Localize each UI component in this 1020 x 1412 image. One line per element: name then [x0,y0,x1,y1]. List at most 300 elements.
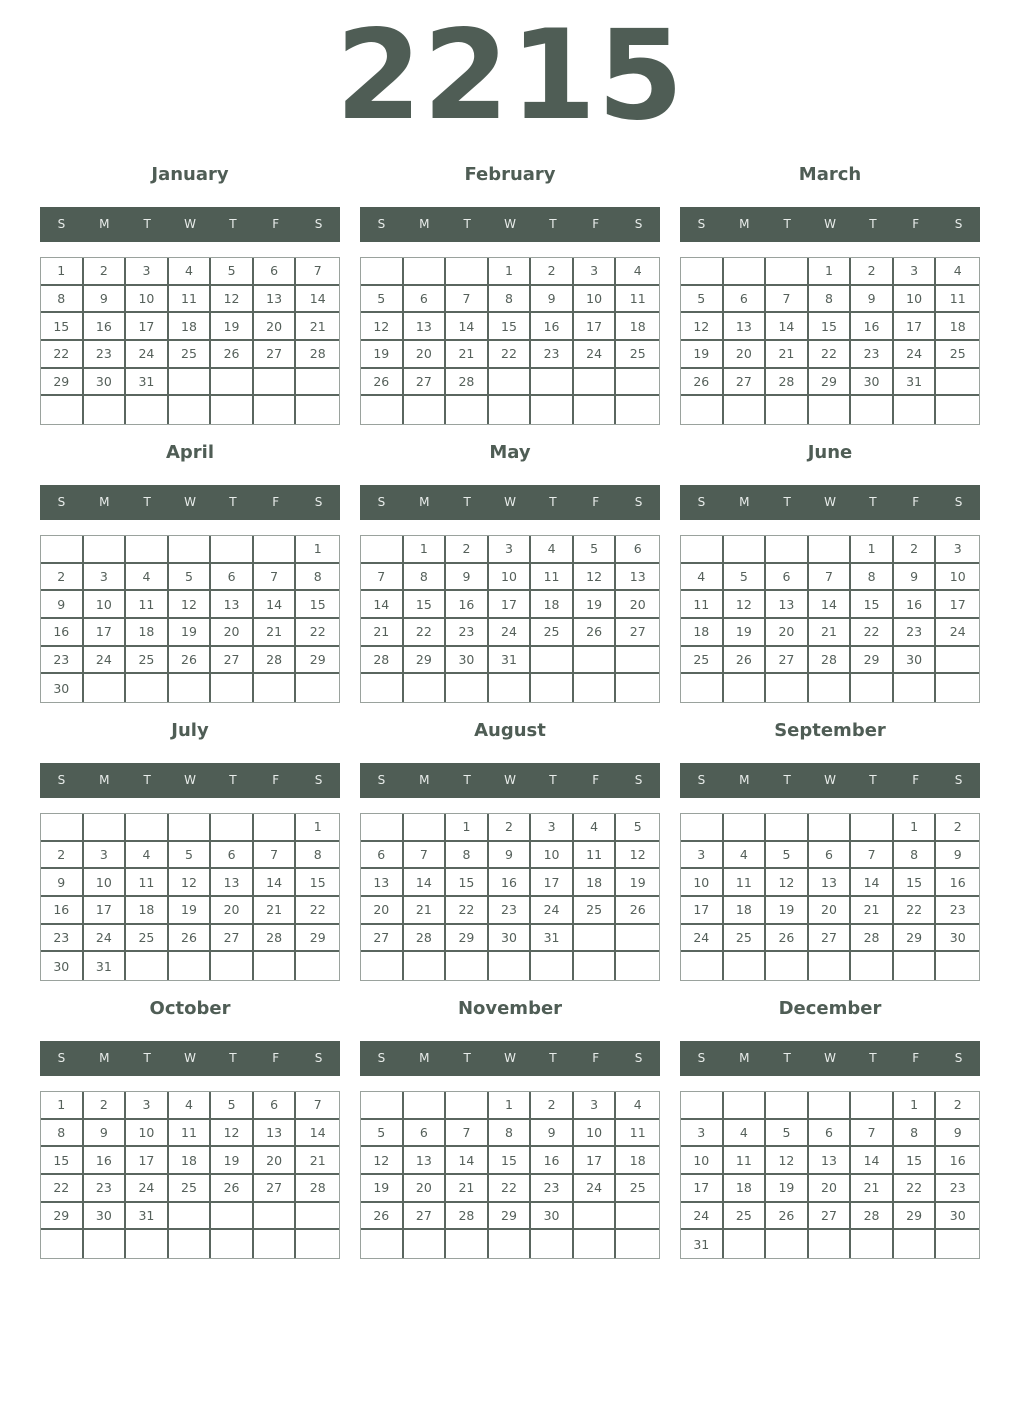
day-cell [169,1230,212,1258]
day-cell: 24 [681,1203,724,1231]
weekday-label: S [377,1051,386,1065]
day-cell [809,1230,852,1258]
day-cell: 18 [126,897,169,925]
day-cell [254,674,297,702]
weekday-header [360,763,660,798]
day-cell: 20 [254,313,297,341]
day-cell: 17 [894,313,937,341]
day-cell: 12 [724,591,767,619]
day-cell [616,396,659,424]
day-cell: 13 [404,313,447,341]
day-cell: 4 [169,1092,212,1120]
day-cell [254,814,297,842]
day-cell: 11 [724,1147,767,1175]
day-cell: 24 [574,1175,617,1203]
day-cell: 25 [169,341,212,369]
weekday-label: T [143,217,151,231]
day-cell: 20 [404,1175,447,1203]
day-cell: 12 [361,1147,404,1175]
day-cell [724,1230,767,1258]
day-cell: 19 [681,341,724,369]
day-cell [296,396,339,424]
day-cell: 21 [404,897,447,925]
day-cell: 31 [681,1230,724,1258]
day-cell: 11 [681,591,724,619]
day-cell [616,925,659,953]
day-cell [766,674,809,702]
weekday-label: T [463,495,471,509]
day-cell [126,952,169,980]
day-cell: 11 [936,286,979,314]
weekday-label: F [912,217,920,231]
day-cell: 16 [936,869,979,897]
day-cell: 20 [809,1175,852,1203]
day-cell: 1 [404,536,447,564]
day-cell: 29 [851,647,894,675]
day-cell: 21 [296,313,339,341]
day-cell [724,814,767,842]
day-cell: 28 [254,925,297,953]
weekday-label: S [697,773,706,787]
day-cell: 29 [404,647,447,675]
day-cell [681,396,724,424]
day-cell: 2 [531,1092,574,1120]
day-cell [851,814,894,842]
weekday-label: T [869,495,877,509]
day-grid [360,1091,660,1259]
day-cell: 8 [894,1120,937,1148]
day-cell: 29 [41,369,84,397]
weekday-label: T [463,773,471,787]
day-cell: 9 [936,1120,979,1148]
weekday-label: T [463,217,471,231]
day-cell: 3 [126,1092,169,1120]
day-cell: 27 [211,647,254,675]
day-cell: 25 [531,619,574,647]
month-title: October [149,998,231,1019]
weekday-label: S [954,495,963,509]
day-cell: 16 [531,313,574,341]
day-grid [40,813,340,981]
day-cell: 4 [126,842,169,870]
day-cell: 15 [41,1147,84,1175]
weekday-header [360,1041,660,1076]
day-cell [574,1230,617,1258]
day-cell: 24 [531,897,574,925]
day-cell: 4 [724,1120,767,1148]
weekday-label: S [314,217,323,231]
weekday-label: F [272,217,280,231]
weekday-label: M [99,1051,110,1065]
day-grid [360,813,660,981]
day-cell [489,1230,532,1258]
day-cell: 5 [616,814,659,842]
day-cell [296,1230,339,1258]
day-cell: 14 [296,1120,339,1148]
day-cell: 8 [851,564,894,592]
day-cell: 26 [616,897,659,925]
day-cell: 3 [574,258,617,286]
day-cell: 10 [574,286,617,314]
day-cell: 6 [766,564,809,592]
day-cell: 8 [489,286,532,314]
day-cell: 5 [681,286,724,314]
day-cell [724,396,767,424]
day-cell [41,814,84,842]
day-cell: 8 [296,564,339,592]
day-cell [404,1230,447,1258]
day-cell: 12 [361,313,404,341]
day-cell: 11 [169,1120,212,1148]
day-cell [489,952,532,980]
weekday-label: W [504,495,516,509]
day-cell: 1 [41,258,84,286]
day-grid [360,257,660,425]
day-cell: 27 [211,925,254,953]
day-cell: 21 [254,897,297,925]
day-cell: 12 [169,591,212,619]
day-cell: 1 [894,814,937,842]
day-cell: 11 [126,869,169,897]
day-cell: 15 [851,591,894,619]
month-title: January [151,164,229,185]
day-cell: 4 [531,536,574,564]
day-cell: 26 [169,925,212,953]
day-cell: 31 [126,369,169,397]
day-cell: 2 [84,1092,127,1120]
day-cell: 17 [574,313,617,341]
day-cell: 3 [84,842,127,870]
day-cell: 6 [616,536,659,564]
day-cell: 18 [724,897,767,925]
weekday-label: W [504,773,516,787]
day-cell: 3 [489,536,532,564]
day-cell [894,396,937,424]
day-cell: 6 [211,564,254,592]
day-cell: 14 [254,591,297,619]
day-grid [680,1091,980,1259]
weekday-label: S [57,773,66,787]
day-cell [616,647,659,675]
day-cell [616,952,659,980]
day-cell: 23 [936,1175,979,1203]
day-cell: 11 [531,564,574,592]
day-cell [404,814,447,842]
day-cell: 13 [254,286,297,314]
day-cell [681,814,724,842]
day-cell: 7 [254,564,297,592]
day-cell: 4 [616,258,659,286]
day-cell: 25 [936,341,979,369]
day-cell: 22 [489,1175,532,1203]
day-cell: 24 [489,619,532,647]
day-cell: 6 [809,842,852,870]
day-cell [616,1203,659,1231]
day-cell: 26 [766,925,809,953]
day-cell [724,1092,767,1120]
day-cell [404,396,447,424]
weekday-label: M [99,773,110,787]
day-cell [361,814,404,842]
day-cell [211,1230,254,1258]
day-cell: 15 [809,313,852,341]
day-cell: 29 [41,1203,84,1231]
day-cell [681,674,724,702]
day-cell: 26 [169,647,212,675]
day-cell: 1 [296,536,339,564]
day-cell: 22 [894,1175,937,1203]
day-cell: 24 [681,925,724,953]
day-cell: 20 [766,619,809,647]
day-cell: 19 [724,619,767,647]
day-cell: 1 [809,258,852,286]
day-cell [936,647,979,675]
day-cell: 23 [851,341,894,369]
day-cell: 2 [894,536,937,564]
day-cell [724,952,767,980]
day-cell: 6 [809,1120,852,1148]
weekday-label: S [377,217,386,231]
day-cell [296,1203,339,1231]
day-cell: 23 [531,341,574,369]
day-cell: 17 [126,1147,169,1175]
day-cell: 24 [894,341,937,369]
day-cell [766,1230,809,1258]
day-cell: 12 [211,1120,254,1148]
day-cell [531,952,574,980]
day-cell: 23 [936,897,979,925]
weekday-label: F [912,1051,920,1065]
day-cell: 22 [489,341,532,369]
day-cell: 21 [446,1175,489,1203]
day-cell: 22 [851,619,894,647]
day-cell: 31 [531,925,574,953]
day-cell: 20 [404,341,447,369]
weekday-label: M [419,773,430,787]
day-cell: 21 [851,897,894,925]
day-cell: 28 [404,925,447,953]
day-cell: 7 [296,1092,339,1120]
day-cell: 22 [296,897,339,925]
day-cell: 12 [616,842,659,870]
day-cell: 12 [574,564,617,592]
day-cell: 22 [809,341,852,369]
day-cell [894,952,937,980]
weekday-label: F [272,495,280,509]
weekday-label: T [549,1051,557,1065]
day-cell: 5 [766,1120,809,1148]
day-cell: 28 [766,369,809,397]
day-cell [361,674,404,702]
day-cell: 7 [851,842,894,870]
day-cell: 10 [126,1120,169,1148]
day-cell: 17 [574,1147,617,1175]
day-cell: 5 [211,1092,254,1120]
day-cell: 25 [616,341,659,369]
day-cell: 22 [296,619,339,647]
weekday-label: F [592,1051,600,1065]
weekday-label: W [504,217,516,231]
day-cell: 11 [724,869,767,897]
month-title: May [489,442,531,463]
day-cell [851,952,894,980]
day-cell: 7 [766,286,809,314]
day-cell: 14 [809,591,852,619]
day-cell: 2 [851,258,894,286]
day-cell: 15 [41,313,84,341]
day-cell: 25 [574,897,617,925]
day-cell [724,536,767,564]
day-cell: 28 [809,647,852,675]
day-cell [84,396,127,424]
day-cell: 9 [851,286,894,314]
weekday-label: T [783,1051,791,1065]
day-cell: 12 [681,313,724,341]
day-cell: 19 [211,1147,254,1175]
day-cell: 28 [446,1203,489,1231]
day-cell: 16 [84,1147,127,1175]
day-cell: 9 [489,842,532,870]
day-cell: 10 [531,842,574,870]
weekday-label: S [954,217,963,231]
day-cell: 23 [41,925,84,953]
day-cell: 24 [126,1175,169,1203]
day-cell: 27 [809,1203,852,1231]
day-cell [531,396,574,424]
day-cell: 7 [446,286,489,314]
day-cell: 15 [894,1147,937,1175]
day-cell: 3 [574,1092,617,1120]
weekday-header [40,207,340,242]
day-cell: 3 [84,564,127,592]
day-cell: 19 [211,313,254,341]
day-cell [361,1230,404,1258]
day-cell: 12 [211,286,254,314]
day-cell: 13 [404,1147,447,1175]
day-cell: 31 [84,952,127,980]
day-cell: 8 [446,842,489,870]
weekday-label: W [184,217,196,231]
day-cell: 4 [724,842,767,870]
day-cell: 15 [446,869,489,897]
weekday-label: S [57,1051,66,1065]
day-cell [404,1092,447,1120]
day-cell [361,396,404,424]
day-cell: 30 [41,674,84,702]
day-cell: 20 [809,897,852,925]
weekday-label: S [377,495,386,509]
weekday-label: S [697,217,706,231]
weekday-label: T [783,495,791,509]
day-cell: 18 [681,619,724,647]
day-cell: 8 [894,842,937,870]
day-cell [254,1203,297,1231]
weekday-label: M [419,1051,430,1065]
day-cell: 23 [531,1175,574,1203]
day-cell [574,674,617,702]
day-cell: 1 [446,814,489,842]
day-cell [936,674,979,702]
day-cell: 19 [616,869,659,897]
weekday-label: S [57,217,66,231]
day-cell: 15 [489,313,532,341]
day-cell: 27 [616,619,659,647]
day-cell: 10 [574,1120,617,1148]
day-cell: 4 [616,1092,659,1120]
weekday-header [360,207,660,242]
day-grid [360,535,660,703]
day-cell [446,258,489,286]
weekday-label: F [592,217,600,231]
day-cell: 22 [41,1175,84,1203]
day-cell: 4 [936,258,979,286]
day-cell: 5 [361,1120,404,1148]
day-cell: 4 [169,258,212,286]
day-cell [809,674,852,702]
day-cell [361,1092,404,1120]
day-cell [936,1230,979,1258]
day-cell: 4 [681,564,724,592]
day-cell [84,814,127,842]
day-cell: 27 [254,341,297,369]
day-cell: 25 [616,1175,659,1203]
weekday-label: M [739,773,750,787]
day-cell [489,369,532,397]
day-cell: 4 [574,814,617,842]
day-cell: 26 [211,341,254,369]
day-cell: 15 [404,591,447,619]
day-cell: 30 [41,952,84,980]
day-cell [531,674,574,702]
day-cell: 23 [84,341,127,369]
day-cell [724,674,767,702]
weekday-label: T [869,1051,877,1065]
day-cell: 24 [126,341,169,369]
day-cell: 6 [211,842,254,870]
day-cell: 10 [126,286,169,314]
day-cell: 2 [531,258,574,286]
day-cell: 19 [169,619,212,647]
day-cell: 5 [574,536,617,564]
day-cell: 3 [894,258,937,286]
day-cell: 30 [84,1203,127,1231]
month-title: June [807,442,853,463]
day-cell: 21 [851,1175,894,1203]
day-cell: 17 [84,897,127,925]
day-cell: 17 [126,313,169,341]
month-title: February [464,164,556,185]
day-cell: 22 [41,341,84,369]
day-cell [169,674,212,702]
day-cell: 13 [809,869,852,897]
day-cell: 3 [531,814,574,842]
day-cell: 20 [211,897,254,925]
day-cell: 16 [936,1147,979,1175]
day-cell: 19 [574,591,617,619]
day-cell: 19 [766,1175,809,1203]
day-cell: 30 [446,647,489,675]
day-cell: 9 [936,842,979,870]
day-cell: 11 [169,286,212,314]
day-cell: 25 [126,647,169,675]
weekday-label: M [99,495,110,509]
day-cell: 30 [936,925,979,953]
day-cell: 8 [404,564,447,592]
month-title: August [474,720,546,741]
day-grid [40,1091,340,1259]
day-cell [169,952,212,980]
day-cell: 2 [936,1092,979,1120]
